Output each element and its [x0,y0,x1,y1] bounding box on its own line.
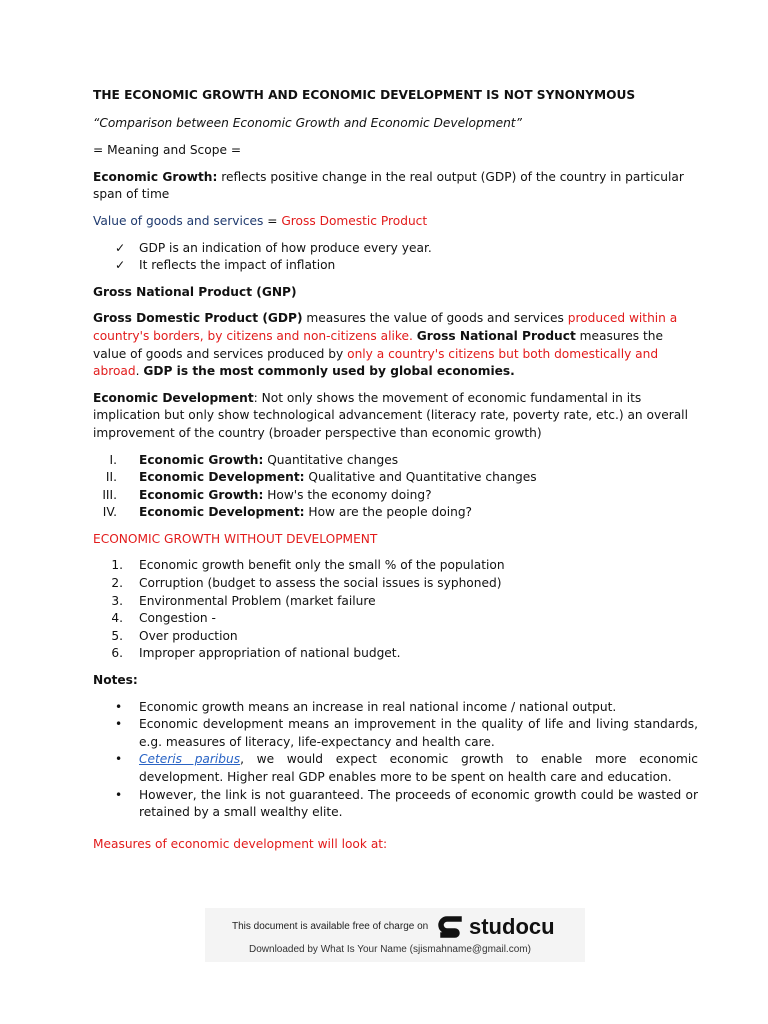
check-item-text: It reflects the impact of inflation [139,258,336,273]
gdp-highlight-1: produced within a country's borders, by citizens and non-citizens alike. [93,311,678,343]
economic-growth-text: reflects positive change in the real output (GDP) of the country in particular span of time [93,169,684,202]
note-text: However, the link is not guaranteed. The proceeds of economic growth could be wasted or retained by a small wealthy elite. [139,787,698,820]
item-number: 3. [111,593,123,608]
list-item [93,699,698,717]
list-item [93,645,698,663]
item-text: Economic growth benefit only the small % of the population [139,558,505,573]
list-item [93,452,698,470]
list-item [93,628,698,646]
economic-development-text: : Not only shows the movement of economic fundamental in its implication but only show technological advancement (literacy rate, poverty rate, etc.) an overall improvement of the country (broader perspective than economic growth) [93,390,688,440]
item-text: Congestion - [139,611,216,626]
list-item [93,751,698,786]
bullet-icon: • [115,787,123,802]
list-item [93,610,698,628]
document-subtitle: “Comparison between Economic Growth and Economic Development” [93,115,522,130]
notes-list [93,699,698,822]
gdp-text-1: measures the value of goods and services [302,311,568,326]
gnp-label: Gross National Product [416,328,576,343]
item-number: 4. [111,611,123,626]
checkmark-icon: ✓ [115,258,126,273]
roman-list [93,452,698,522]
equals-sign: = [263,213,282,228]
economic-growth-definition [93,169,698,204]
checkmark-icon: ✓ [115,240,126,255]
bullet-icon: • [115,699,123,714]
economic-development-label: Economic Development [93,390,254,405]
measures-heading: Measures of economic development will look at: [93,836,388,851]
item-label: Economic Development: [139,470,305,485]
studocu-footer [205,908,585,962]
item-text: How are the people doing? [304,505,473,520]
notes-heading: Notes: [93,673,138,688]
gdp-text: Gross Domestic Product [281,213,428,228]
list-item [93,787,698,822]
bullet-icon: • [115,717,123,732]
note-text: Economic growth means an increase in real national income / national output. [139,699,617,714]
list-item [93,575,698,593]
item-number: 2. [111,576,123,591]
roman-numeral: II. [105,470,117,485]
item-label: Economic Growth: [139,452,264,467]
roman-numeral: IV. [102,505,117,520]
list-item [93,469,698,487]
gnp-highlight: only a country's citizens but both domestically and abroad [93,346,659,379]
item-text: Improper appropriation of national budget. [139,646,401,661]
item-text: Over production [139,628,238,643]
gdp-common-note: GDP is the most commonly used by global economies. [143,364,515,379]
list-item [93,240,698,258]
item-text: Qualitative and Quantitative changes [304,470,537,485]
list-item [93,257,698,275]
item-text: Quantitative changes [263,452,399,467]
item-text: Environmental Problem (market failure [139,593,376,608]
studocu-logo-icon[interactable] [437,914,465,942]
item-text: How's the economy doing? [263,487,432,502]
roman-numeral: III. [102,487,117,502]
list-item [93,593,698,611]
downloaded-by-text: Downloaded by What Is Your Name (sjismahname@gmail.com) [249,944,531,955]
bullet-icon: • [115,752,123,767]
list-item [93,557,698,575]
list-item [93,504,698,522]
check-item-text: GDP is an indication of how produce every year. [139,240,432,255]
check-list [93,240,698,275]
ceteris-paribus-link[interactable]: Ceteris paribus [139,752,241,767]
meaning-scope-heading: = Meaning and Scope = [93,143,242,158]
roman-numeral: I. [109,452,117,467]
item-text: Corruption (budget to assess the social issues is syphoned) [139,576,502,591]
gdp-gnp-paragraph [93,310,698,380]
item-number: 5. [111,628,123,643]
gnp-heading: Gross National Product (GNP) [93,284,297,299]
economic-development-definition [93,390,698,443]
note-text: , we would expect economic growth to enable more economic development. Higher real GDP enables more to be spent on health care and education. [139,752,698,784]
availability-text: This document is available free of charge on [232,921,429,932]
note-text: Economic development means an improvement in the quality of life and living standards, e.g. measures of literacy, life-expectancy and health care. [139,717,698,749]
gnp-text: measures the value of goods and services produced by [93,328,664,361]
value-goods-text: Value of goods and services [93,213,264,228]
numbered-list [93,557,698,663]
studocu-brand[interactable]: studocu [469,914,555,939]
document-title: THE ECONOMIC GROWTH AND ECONOMIC DEVELOPMENT IS NOT SYNONYMOUS [93,88,636,102]
item-number: 6. [111,646,123,661]
without-development-heading: ECONOMIC GROWTH WITHOUT DEVELOPMENT [93,531,378,546]
economic-growth-label: Economic Growth: [93,169,218,184]
list-item [93,716,698,751]
item-label: Economic Development: [139,505,305,520]
list-item [93,487,698,505]
item-label: Economic Growth: [139,487,264,502]
item-number: 1. [111,558,123,573]
gnp-period: . [135,364,144,379]
gdp-label: Gross Domestic Product (GDP) [93,311,303,326]
document-page [93,87,698,853]
value-gdp-line [93,213,698,231]
